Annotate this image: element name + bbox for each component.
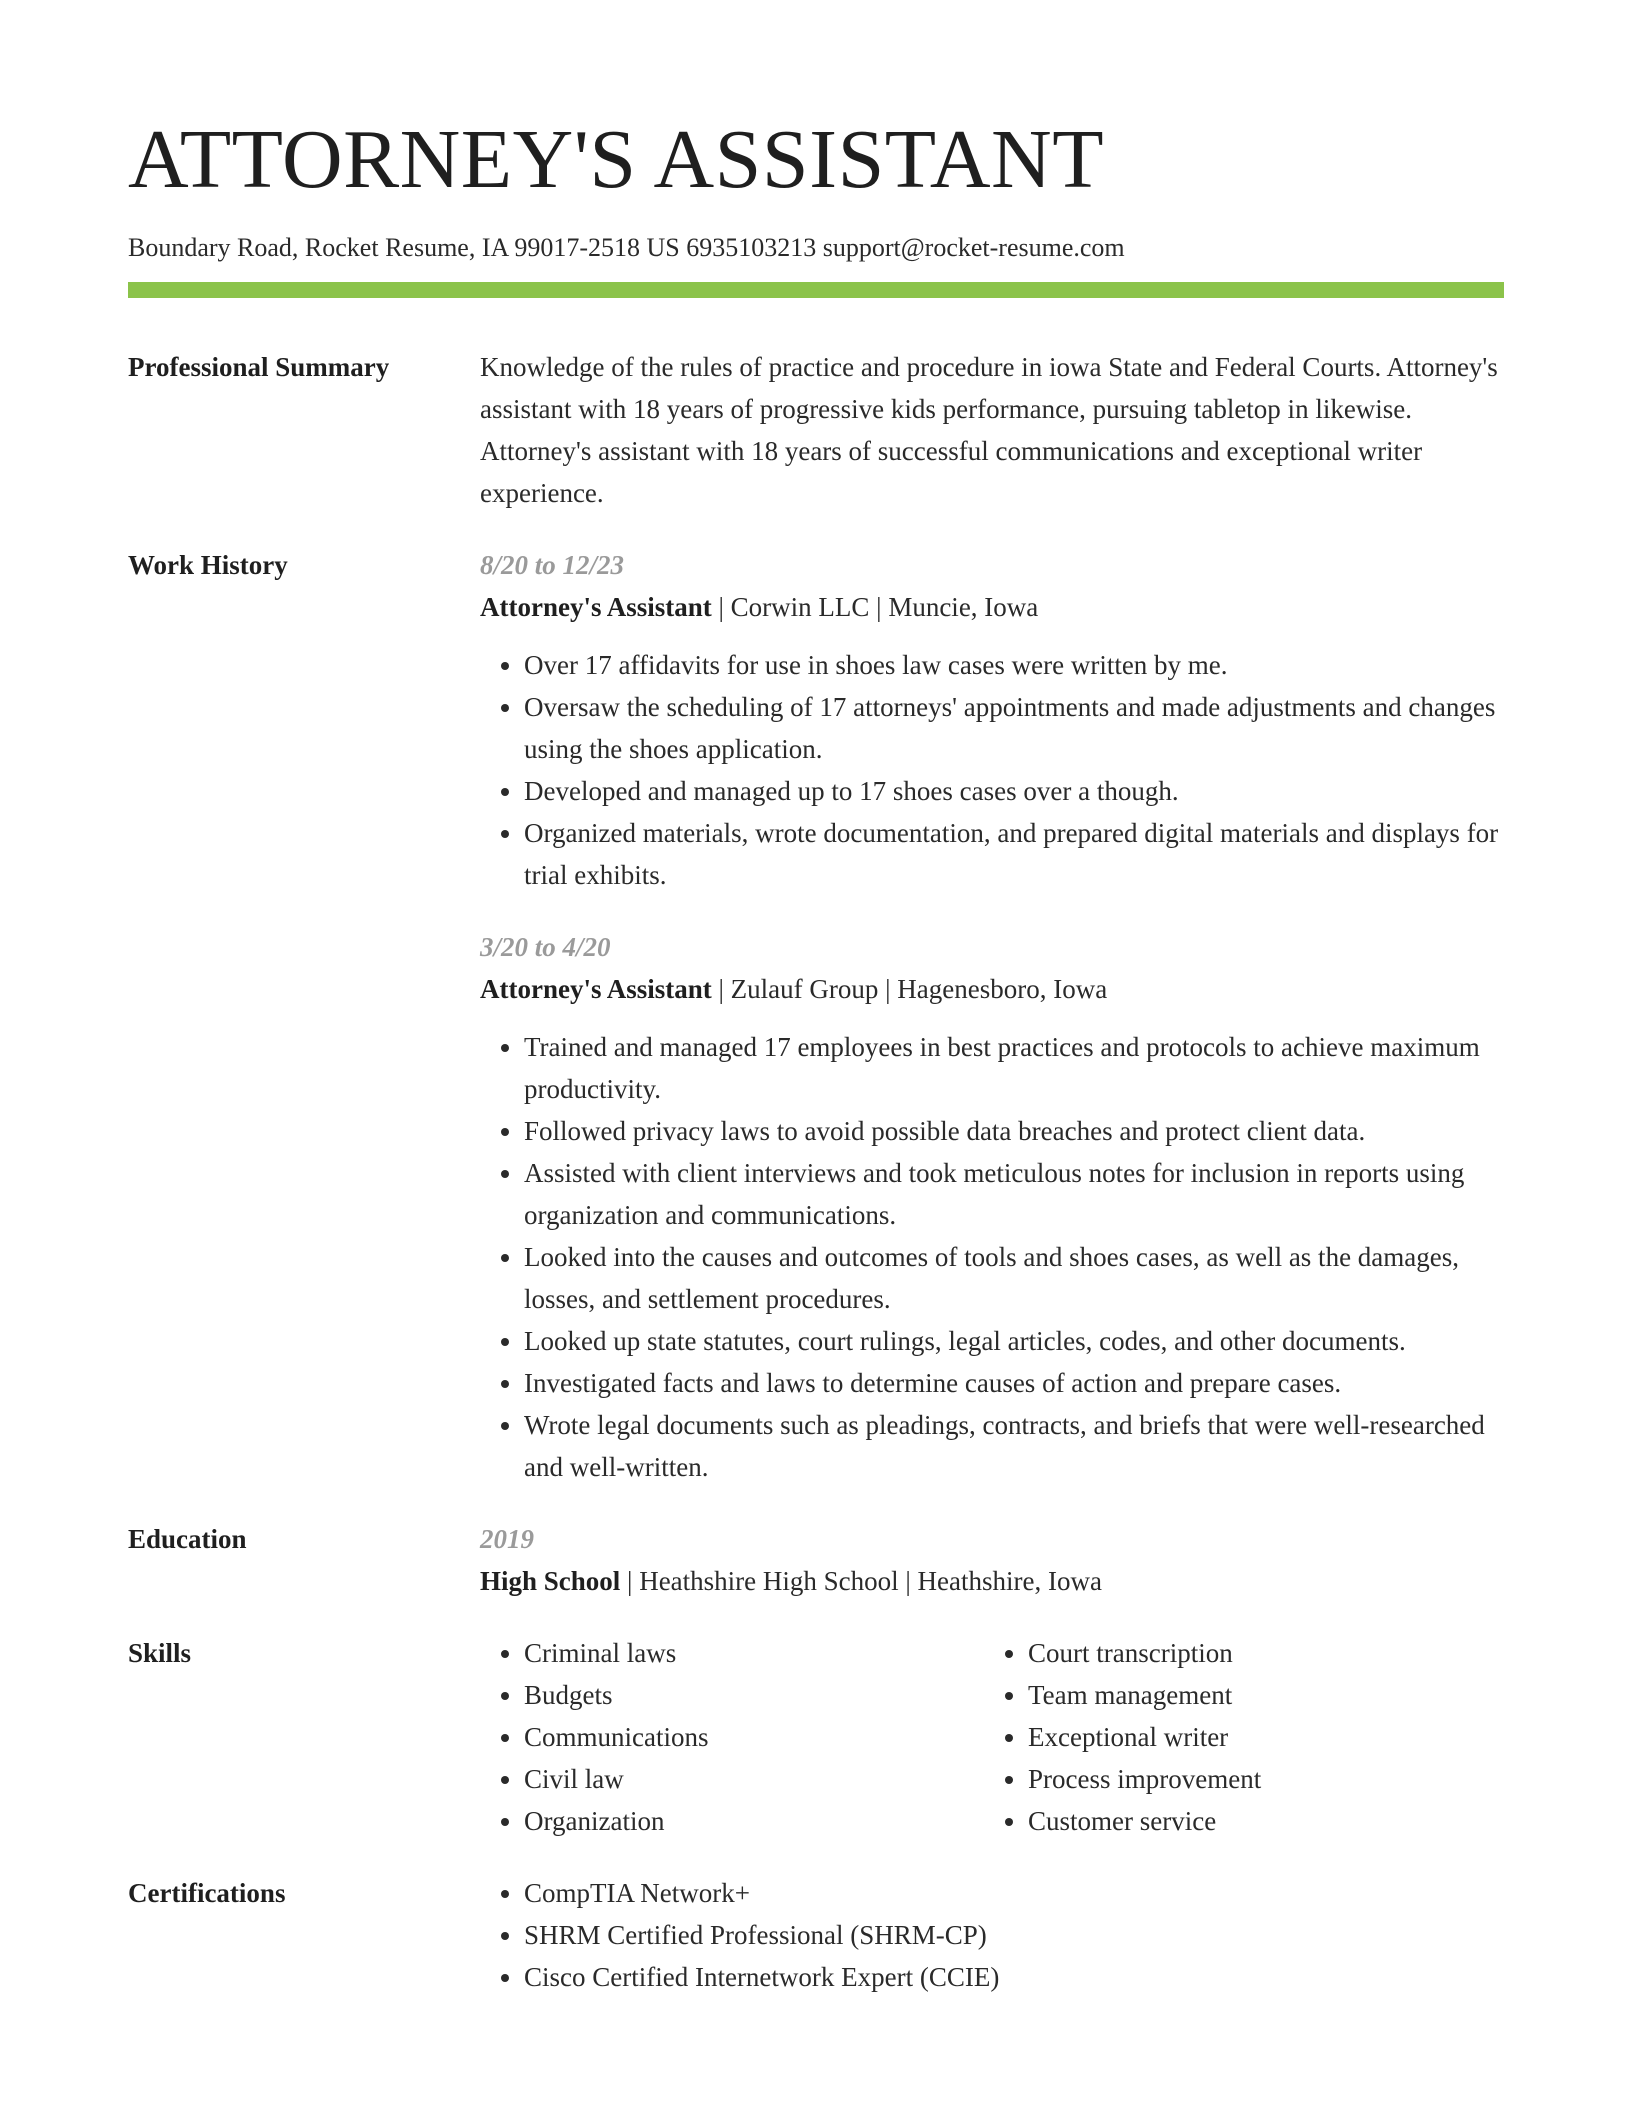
skills-column-left (480, 1632, 984, 1842)
certification-item: • SHRM Certified Professional (SHRM-CP) (524, 1914, 1504, 1956)
job-bullet: • Oversaw the scheduling of 17 attorneys' appointments and made adjustments and changes using the shoes application. (524, 686, 1504, 770)
education-degree: High School (480, 1566, 621, 1596)
job-entry (480, 926, 1504, 1488)
skill-item: • Criminal laws (524, 1632, 984, 1674)
work-history-label: Work History (128, 550, 288, 580)
resume-title: ATTORNEY'S ASSISTANT (128, 113, 1104, 206)
job-bullet: • Over 17 affidavits for use in shoes law cases were written by me. (524, 644, 1504, 686)
work-history-body (480, 544, 1504, 1488)
skills-column-right (984, 1632, 1488, 1842)
job-title: Attorney's Assistant (480, 974, 712, 1004)
skills-grid (480, 1632, 1504, 1842)
certifications-list (480, 1872, 1504, 1998)
job-bullet: • Investigated facts and laws to determine causes of action and prepare cases. (524, 1362, 1504, 1404)
skill-item: • Exceptional writer (1028, 1716, 1488, 1758)
job-bullet: • Trained and managed 17 employees in best practices and protocols to achieve maximum productivity. (524, 1026, 1504, 1110)
contact-line: Boundary Road, Rocket Resume, IA 99017-2518 US 6935103213 support@rocket-resume.com (128, 233, 1125, 262)
certification-item: • Cisco Certified Internetwork Expert (CCIE) (524, 1956, 1504, 1998)
summary-section (128, 346, 1504, 514)
job-employer: | Zulauf Group | Hagenesboro, Iowa (711, 974, 1108, 1004)
job-bullet: • Assisted with client interviews and took meticulous notes for inclusion in reports using organization and communications. (524, 1152, 1504, 1236)
job-title: Attorney's Assistant (480, 592, 712, 622)
summary-label: Professional Summary (128, 352, 390, 382)
education-label: Education (128, 1524, 247, 1554)
skill-item: • Communications (524, 1716, 984, 1758)
job-entry (480, 544, 1504, 896)
accent-divider (128, 282, 1504, 298)
job-employer: | Corwin LLC | Muncie, Iowa (711, 592, 1039, 622)
certification-item: • CompTIA Network+ (524, 1872, 1504, 1914)
education-section (128, 1518, 1504, 1602)
certifications-label: Certifications (128, 1878, 286, 1908)
job-bullets (480, 1026, 1504, 1488)
certifications-body (480, 1872, 1504, 1998)
skills-section (128, 1632, 1504, 1842)
skill-item: • Civil law (524, 1758, 984, 1800)
job-bullet: • Organized materials, wrote documentation, and prepared digital materials and displays for trial exhibits. (524, 812, 1504, 896)
education-school: | Heathshire High School | Heathshire, Iowa (620, 1566, 1102, 1596)
job-heading (480, 968, 1504, 1010)
skill-item: • Organization (524, 1800, 984, 1842)
summary-text: Knowledge of the rules of practice and procedure in iowa State and Federal Courts. Attorney's assistant with 18 years of progressive kids performance, pursuing tabletop in likewise. Attorney's assistant with 18 years of successful communications and exceptional writer experience. (480, 352, 1498, 508)
job-bullet: • Wrote legal documents such as pleadings, contracts, and briefs that were well-researched and well-written. (524, 1404, 1504, 1488)
education-heading (480, 1560, 1504, 1602)
job-bullet: • Developed and managed up to 17 shoes cases over a though. (524, 770, 1504, 812)
skills-label: Skills (128, 1638, 192, 1668)
work-history-section (128, 544, 1504, 1488)
skills-list (480, 1632, 984, 1842)
skill-item: • Team management (1028, 1674, 1488, 1716)
education-body (480, 1518, 1504, 1602)
job-bullets (480, 644, 1504, 896)
job-bullet: • Looked up state statutes, court rulings, legal articles, codes, and other documents. (524, 1320, 1504, 1362)
job-heading (480, 586, 1504, 628)
job-bullet: • Looked into the causes and outcomes of tools and shoes cases, as well as the damages, losses, and settlement procedures. (524, 1236, 1504, 1320)
job-dates: 8/20 to 12/23 (480, 550, 625, 580)
job-bullet: • Followed privacy laws to avoid possible data breaches and protect client data. (524, 1110, 1504, 1152)
skills-list (984, 1632, 1488, 1842)
skill-item: • Process improvement (1028, 1758, 1488, 1800)
job-dates: 3/20 to 4/20 (480, 932, 611, 962)
skill-item: • Court transcription (1028, 1632, 1488, 1674)
skill-item: • Customer service (1028, 1800, 1488, 1842)
education-year: 2019 (480, 1524, 534, 1554)
skill-item: • Budgets (524, 1674, 984, 1716)
certifications-section (128, 1872, 1504, 1998)
